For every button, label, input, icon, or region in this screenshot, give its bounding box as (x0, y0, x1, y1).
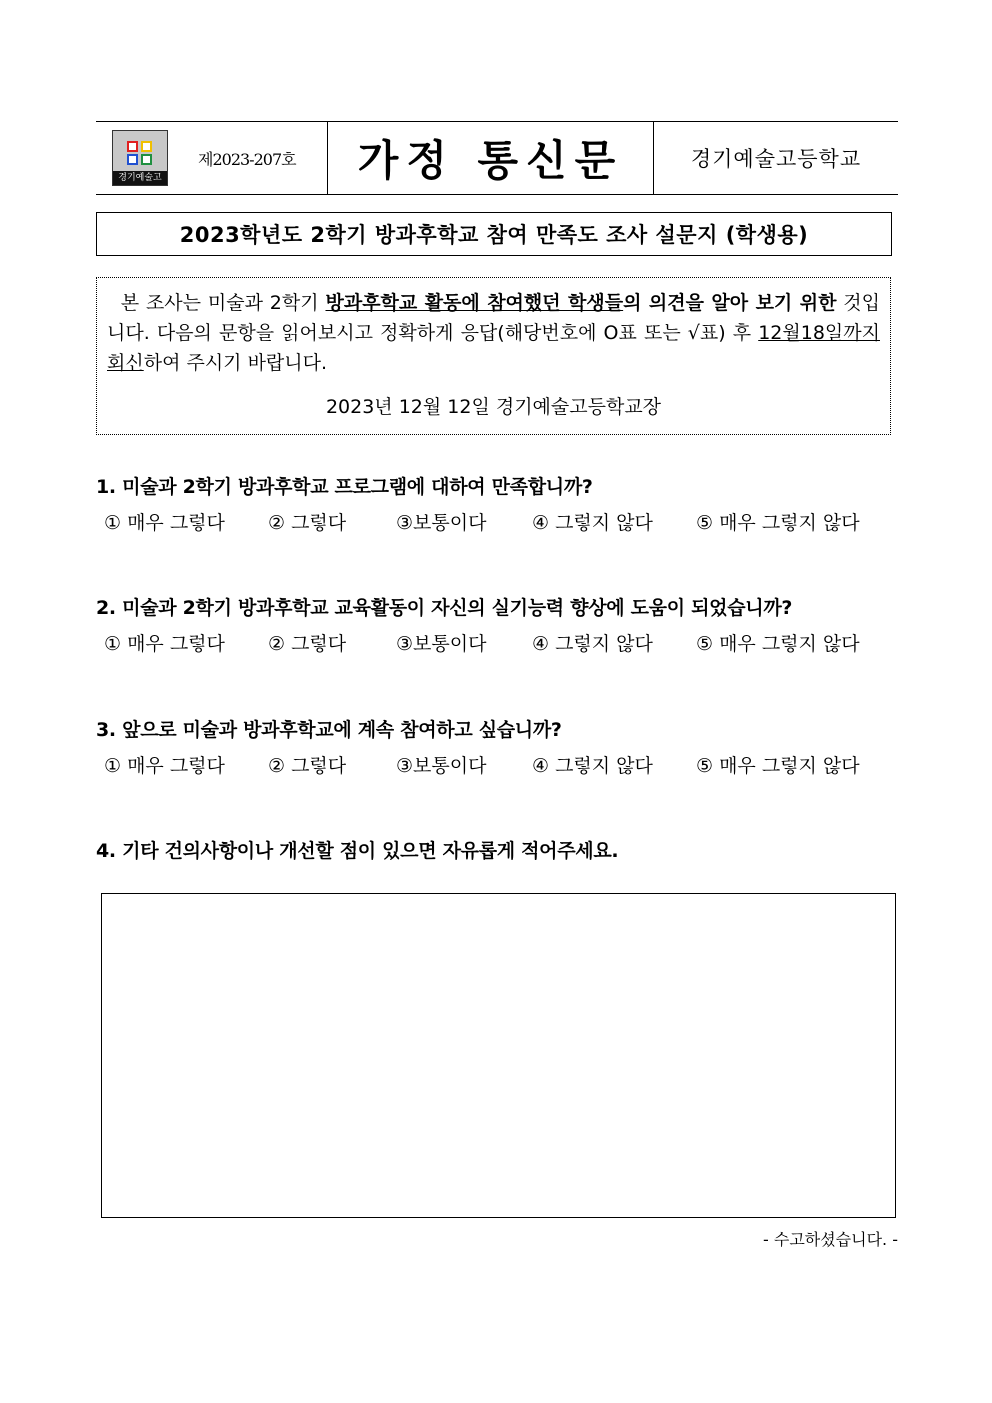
option-very-agree[interactable]: ① 매우 그렇다 (104, 755, 225, 777)
option-row (96, 508, 896, 538)
school-name: 경기예술고등학교 (690, 147, 862, 171)
school-logo (112, 130, 168, 186)
question-text: 2. 미술과 2학기 방과후학교 교육활동이 자신의 실기능력 향상에 도움이 되었습니까? (96, 597, 793, 619)
intro-text-2: 방과후학교 활동에 참여했던 학생들 (325, 292, 624, 314)
option-very-disagree[interactable]: ⑤ 매우 그렇지 않다 (696, 512, 860, 534)
intro-paragraph (107, 288, 880, 378)
intro-deadline: 12월18일까지 회신 (107, 322, 880, 374)
option-very-agree[interactable]: ① 매우 그렇다 (104, 633, 225, 655)
option-disagree[interactable]: ④ 그렇지 않다 (532, 512, 653, 534)
intro-box (96, 277, 891, 435)
question-2 (96, 593, 896, 659)
option-disagree[interactable]: ④ 그렇지 않다 (532, 633, 653, 655)
intro-text-3: 의 의견을 알아 보기 위한 (623, 292, 837, 314)
survey-title: 2023학년도 2학기 방과후학교 참여 만족도 조사 설문지 (학생용) (96, 212, 892, 256)
question-text: 3. 앞으로 미술과 방과후학교에 계속 참여하고 싶습니까? (96, 719, 562, 741)
option-neutral[interactable]: ③보통이다 (396, 633, 487, 655)
header-title-cell (328, 122, 654, 194)
question-1 (96, 472, 896, 538)
logo-text: 경기예술고 (113, 171, 167, 185)
closing-text: - 수고하셨습니다. - (763, 1230, 898, 1249)
option-row (96, 629, 896, 659)
header-left-cell (96, 122, 328, 194)
option-neutral[interactable]: ③보통이다 (396, 512, 487, 534)
option-disagree[interactable]: ④ 그렇지 않다 (532, 755, 653, 777)
page-title: 가정 통신문 (357, 136, 624, 185)
option-agree[interactable]: ② 그렇다 (268, 512, 347, 534)
letter-header (96, 121, 898, 195)
issue-number: 제2023-207호 (198, 149, 296, 169)
question-text: 1. 미술과 2학기 방과후학교 프로그램에 대하여 만족합니까? (96, 476, 593, 498)
option-agree[interactable]: ② 그렇다 (268, 755, 347, 777)
option-row (96, 751, 896, 781)
option-neutral[interactable]: ③보통이다 (396, 755, 487, 777)
header-right-cell (654, 122, 898, 194)
intro-date-line: 2023년 12월 12일 경기예술고등학교장 (325, 396, 662, 418)
free-response-box[interactable] (101, 893, 896, 1218)
option-very-disagree[interactable]: ⑤ 매우 그렇지 않다 (696, 755, 860, 777)
question-3 (96, 715, 896, 781)
intro-text-1: 본 조사는 미술과 2학기 (120, 292, 326, 314)
question-text: 4. 기타 건의사항이나 개선할 점이 있으면 자유롭게 적어주세요. (96, 840, 619, 862)
option-very-disagree[interactable]: ⑤ 매우 그렇지 않다 (696, 633, 860, 655)
option-very-agree[interactable]: ① 매우 그렇다 (104, 512, 225, 534)
intro-text-6: 하여 주시기 바랍니다. (143, 352, 328, 374)
option-agree[interactable]: ② 그렇다 (268, 633, 347, 655)
question-4 (96, 836, 896, 866)
intro-text-4: 것입니다. 다음의 문항을 읽어보시고 정확하게 응답(해당번호에 O표 또는 √표) 후 (107, 292, 881, 344)
